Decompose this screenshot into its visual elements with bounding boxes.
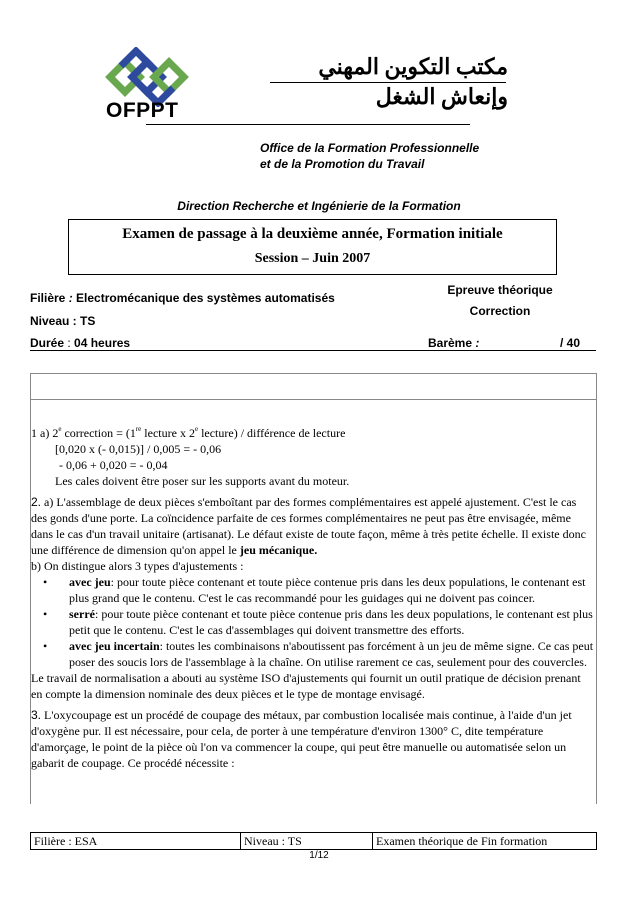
footer-examen: Examen théorique de Fin formation — [373, 833, 597, 850]
arabic-title: مكتب التكوين المهني وإنعاش الشغل — [318, 54, 508, 109]
info-divider — [30, 350, 596, 351]
footer-niveau: Niveau : TS — [241, 833, 373, 850]
direction-title: Direction Recherche et Ingénierie de la Formation — [177, 199, 461, 213]
q1-line-1: 1 a) 2e correction = (1re lecture x 2e lecture) / différence de lecture — [31, 425, 346, 440]
q2-number: 2. — [31, 495, 42, 509]
answer-content — [31, 425, 594, 771]
logo-text: OFPPT — [106, 99, 179, 122]
footer-table — [30, 832, 597, 850]
bareme-total: / 40 — [560, 336, 581, 350]
duree-line: Durée : 04 heures — [30, 336, 131, 350]
q1-line-3: - 0,06 + 0,020 = - 0,04 — [59, 458, 168, 472]
page-number: 1/12 — [309, 850, 329, 861]
header-divider — [146, 124, 470, 125]
list-item: • avec jeu incertain: toutes les combinaisons n'aboutissent pas forcément à un jeu de même signe. Ce cas peut poser des soucis lors de l'assemblage à la chaîne. On utilise rarement ce cas, seulement pour des couvercles. — [43, 639, 594, 669]
q2-bold-term: jeu mécanique. — [239, 543, 318, 557]
niveau-line: Niveau : TS — [30, 314, 96, 328]
answer-frame-divider — [30, 399, 596, 400]
office-line-1: Office de la Formation Professionnelle — [260, 141, 480, 155]
footer-filiere: Filière : ESA — [31, 833, 241, 850]
list-item: • avec jeu: pour toute pièce contenant et toute pièce contenue pris dans les deux populations, le contenant est plus grand que le contenu. C'est le cas recommandé pour les guidages qui ne doivent pas coincer. — [43, 575, 586, 605]
bareme-label: Barème — [428, 336, 473, 350]
filiere-value: Electromécanique des systèmes automatisés — [76, 291, 335, 305]
correction-label: Correction — [469, 304, 531, 318]
q1-line-4: Les cales doivent être poser sur les supports avant du moteur. — [55, 474, 350, 488]
duree-value: 04 heures — [74, 336, 131, 350]
q3-paragraph: 3. L'oxycoupage est un procédé de coupage des métaux, par combustion localisée mais continue, à l'aide d'un jet d'oxygène pur. Il est nécessaire, pour cela, de porter à une température d'environ 1300° C, dite température d'amorçage, le point de la pièce où l'on va commencer la coupe, qui peut être manuelle ou automatisée selon un gabarit de coupage. Ce procédé nécessite : — [31, 708, 572, 770]
epreuve-label: Epreuve théorique — [447, 283, 553, 297]
q2-paragraph: 2. a) L'assemblage de deux pièces s'emboîtant par des formes complémentaires est appelé ajustement. C'est le cas des gonds d'une porte. La coïncidence parfaite de ces formes complémentaires ne peut pas être envisagée, même dans le cas d'un travail unitaire (artisanat). Le défaut existe de toute façon, même à très petite échelle. Il existe donc une différence de dimension qu'on appel le jeu mécanique. — [31, 495, 586, 557]
arabic-underline — [270, 82, 506, 83]
filiere-line: Filière : Electromécanique des systèmes automatisés — [30, 291, 335, 305]
bareme-line: Barème : — [428, 336, 480, 350]
q1-line-2: [0,020 x (- 0,015)] / 0,005 = - 0,06 — [55, 442, 222, 456]
bullet-icon: • — [43, 639, 48, 653]
exam-session: Session – Juin 2007 — [254, 251, 371, 266]
filiere-label: Filière — [30, 291, 66, 305]
list-item: • serré: pour toute pièce contenant et toute pièce contenue pris dans les deux populations, le contenant est plus petit que le contenu. C'est le cas d'assemblages qui doivent transmettre des efforts. — [43, 607, 593, 637]
duree-label: Durée — [30, 336, 65, 350]
office-line-2: et de la Promotion du Travail — [260, 157, 425, 171]
q2-b-line: b) On distingue alors 3 types d'ajustements : — [31, 559, 244, 573]
q3-number: 3. — [31, 708, 42, 722]
ofppt-logo-icon — [100, 47, 200, 107]
ajustement-list — [31, 574, 594, 670]
table-row — [31, 833, 597, 850]
q2-conclusion: Le travail de normalisation a abouti au système ISO d'ajustements qui fournit un outil pratique de décision prenant en compte la dimension nominale des deux pièces et le type de montage envisagé. — [31, 671, 581, 701]
exam-title: Examen de passage à la deuxième année, Formation initiale — [122, 226, 503, 242]
bullet-icon: • — [43, 607, 48, 621]
bullet-icon: • — [43, 575, 48, 589]
